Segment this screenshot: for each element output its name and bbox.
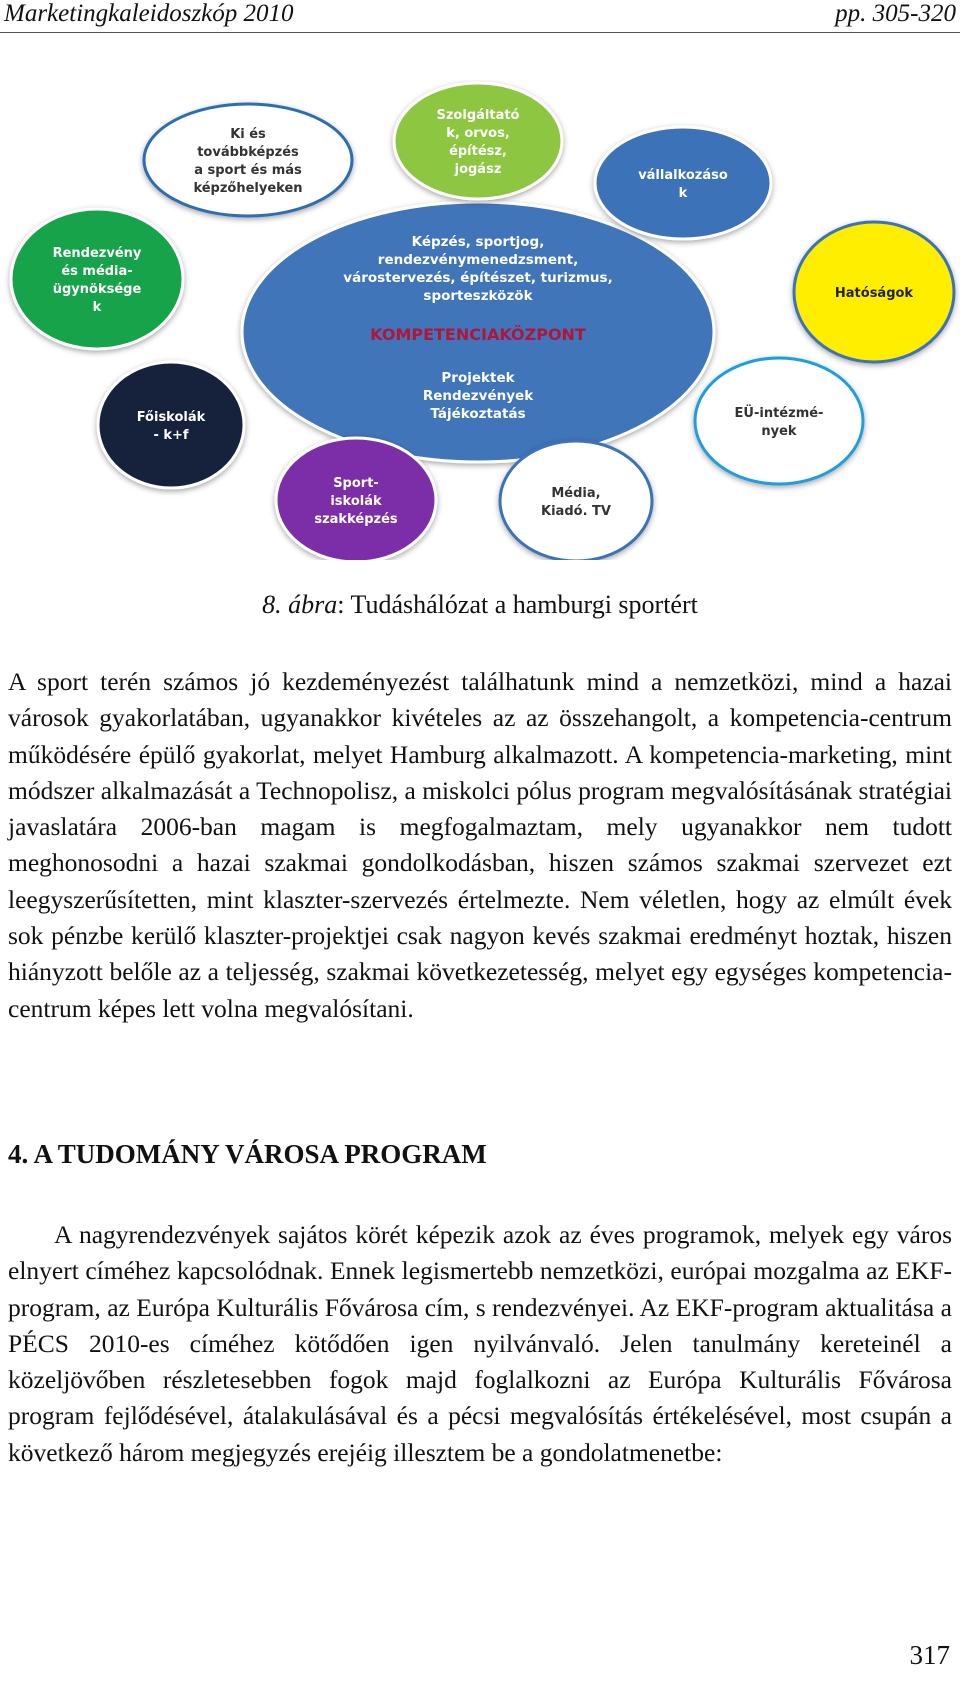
diagram-node-label: nyek (761, 424, 797, 439)
diagram-node-label: k (92, 300, 102, 315)
diagram-node-label: Sport- (333, 476, 379, 491)
center-node-kompetenciakozpont (242, 202, 714, 462)
diagram-node-label: szakképzés (314, 512, 398, 527)
center-node-label: sporteszközök (423, 288, 533, 304)
center-node-label: Tájékoztatás (430, 406, 526, 422)
center-node-title: KOMPETENCIAKÖZPONT (370, 325, 586, 344)
diagram-node-szolgaltatok (394, 83, 562, 199)
diagram-node-label: és média- (61, 264, 133, 279)
diagram-node-label: építész, (449, 144, 507, 159)
diagram-node-label: jogász (454, 162, 502, 177)
center-node-label: Projektek (441, 370, 515, 386)
diagram-node-label: k, orvos, (446, 126, 510, 141)
diagram-node-eu-intezmenyek (695, 358, 863, 484)
center-node-label: Képzés, sportjog, (411, 234, 545, 250)
diagram-node-label: a sport és más (194, 163, 302, 178)
diagram-node-label: Média, (551, 486, 601, 501)
body-paragraph-2: A nagyrendezvények sajátos körét képezik azok az éves programok, melyek egy város elnyert címéhez kapcsolódnak. Ennek legismertebb nemzetközi, európai mozgalma az EKF-program, az Európa Kulturális Fővárosa cím, s rendezvényei. Az EKF-program aktualitása a PÉCS 2010-es címéhez kötődően igen nyilvánvaló. Jelen tanulmány kereteinél a közeljövőben részletesebben fogok majd foglalkozni az Európa Kulturális Fővárosa program fejlődésével, átalakulásával és a pécsi megvalósítás értékelésével, most csupán a következő három megjegyzés erejéig illesztem be a gondolatmenetbe: (8, 1220, 952, 1467)
diagram-node-foiskolak (98, 362, 244, 488)
diagram-node-label: vállalkozáso (638, 168, 728, 183)
diagram-node-label: Szolgáltató (436, 108, 520, 123)
diagram-node-label: Főiskolák (136, 410, 206, 425)
diagram-canvas (0, 80, 960, 560)
diagram-node-sportiskolak (276, 438, 436, 560)
diagram-node-hatosagok (794, 222, 954, 362)
diagram-node-label: képzőhelyeken (193, 181, 303, 196)
diagram-node-media-kiado-tv (500, 441, 652, 560)
diagram-node-label: Ki és (230, 127, 266, 142)
diagram-node-label: iskolák (330, 494, 382, 509)
diagram-node-rendezveny-mediaugynoksegek (11, 209, 183, 349)
caption-text: : Tudáshálózat a hamburgi sportért (337, 590, 698, 619)
diagram-node-label: EÜ-intézmé- (734, 406, 824, 421)
section-heading: 4. A TUDOMÁNY VÁROSA PROGRAM (8, 1139, 487, 1169)
page-number: 317 (909, 1640, 950, 1670)
diagram-node-label: Rendezvény (52, 246, 142, 261)
center-node-label: várostervezés, építészet, turizmus, (343, 270, 613, 286)
diagram-node-label: - k+f (153, 428, 189, 443)
diagram-node-vallalkozasok (595, 127, 771, 239)
diagram-node-label: Hatóságok (834, 286, 914, 301)
figure-caption (0, 590, 960, 620)
diagram-node-label: ügynöksége (52, 282, 142, 297)
competence-network-diagram (0, 80, 960, 560)
page-range: pp. 305-320 (835, 0, 956, 27)
caption-number: 8. (262, 590, 282, 619)
diagram-node-label: k (678, 186, 688, 201)
journal-title: Marketingkaleidoszkóp 2010 (4, 0, 294, 27)
diagram-node-ki-es-tovabbkepzes (144, 104, 352, 216)
center-node-label: Rendezvények (422, 388, 534, 404)
diagram-node-label: Kiadó. TV (541, 504, 611, 519)
running-header (0, 0, 960, 33)
caption-label: ábra (288, 590, 338, 619)
diagram-node-label: továbbképzés (197, 145, 299, 160)
center-node-label: rendezvénymenedzsment, (377, 252, 579, 268)
body-paragraph-1: A sport terén számos jó kezdeményezést találhatunk mind a nemzetközi, mind a hazai városok gyakorlatában, ugyanakkor kivételes az az összehangolt, a kompetencia-centrum működésére épülő gyakorlat, melyet Hamburg alkalmazott. A kompetencia-marketing, mint módszer alkalmazását a Technopolisz, a miskolci pólus program megvalósításának stratégiai javaslatára 2006-ban magam is megfogalmaztam, mely ugyanakkor nem tudott meghonosodni a hazai szakmai gondolkodásban, hiszen számos szakmai szervezet ezt leegyszerűsítetten, mint klaszter-szervezés értelmezte. Nem véletlen, hogy az elmúlt évek sok pénzbe kerülő klaszter-projektjei csak nagyon kevés szakmai eredményt hoztak, hiszen hiányzott belőle az a teljesség, szakmai következetesség, melyet egy egységes kompetencia-centrum képes lett volna megvalósítani. (8, 667, 952, 1023)
